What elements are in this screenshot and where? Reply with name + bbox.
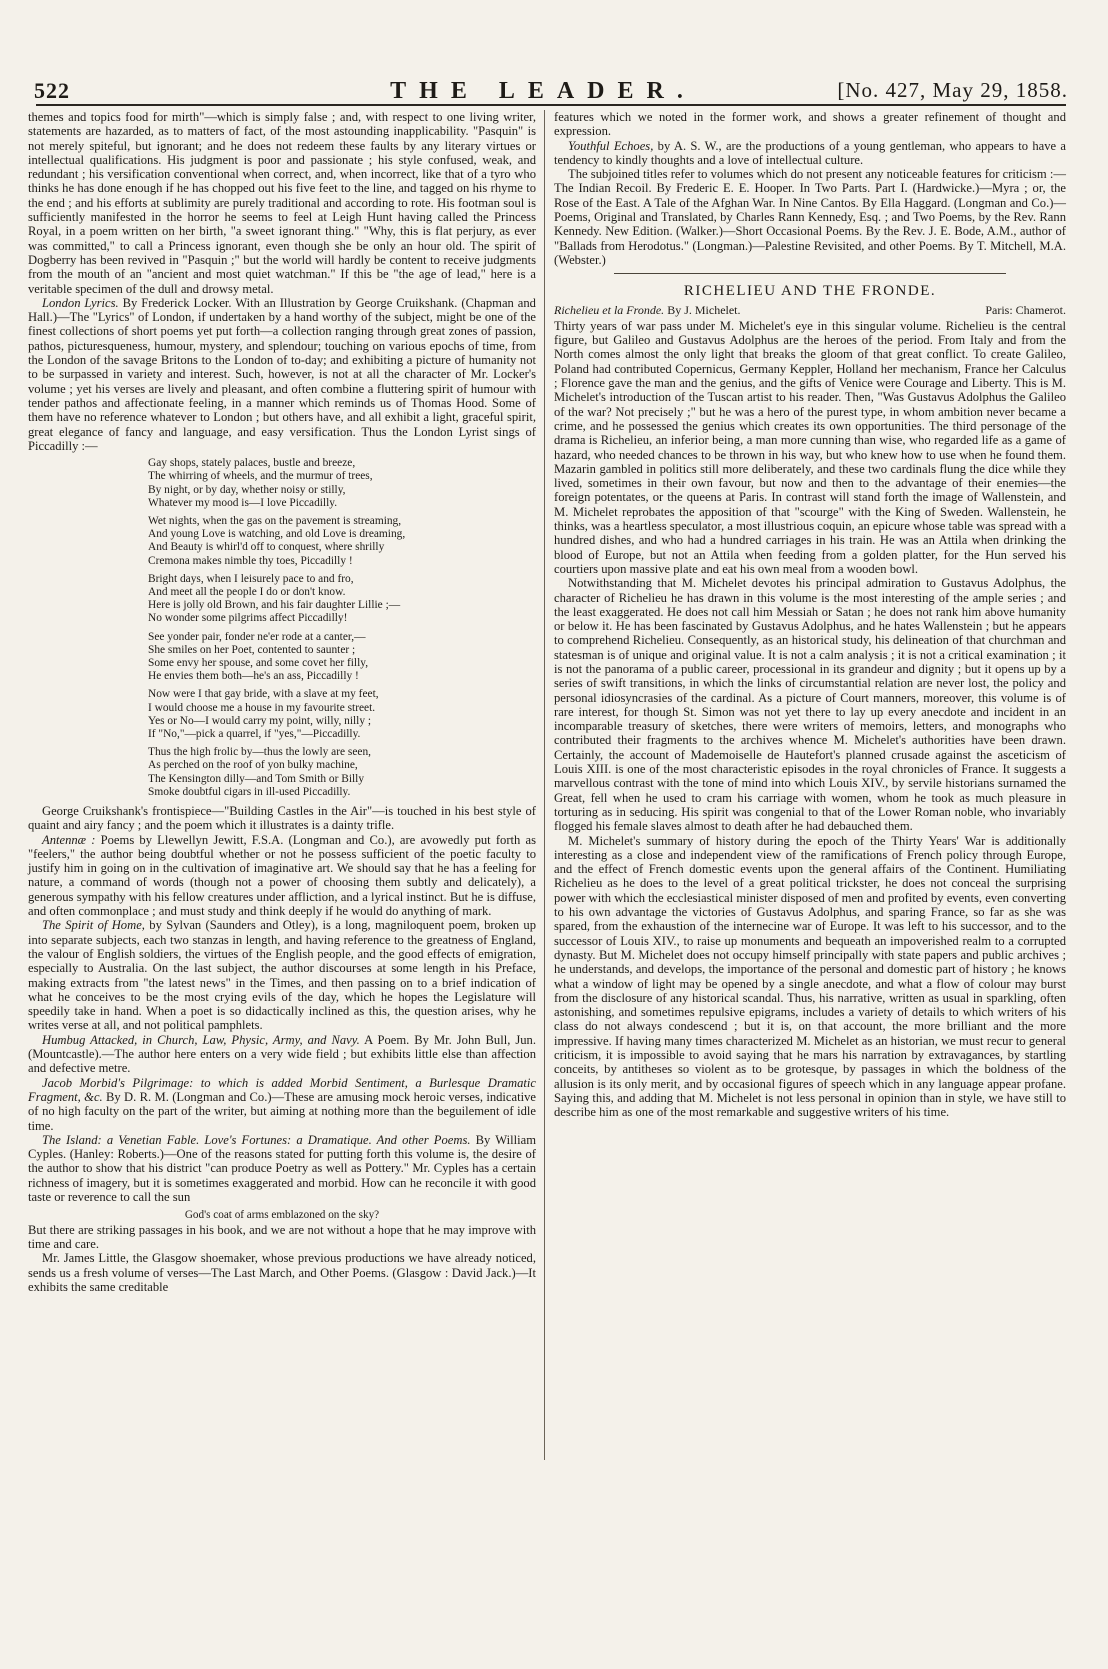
poem-line: Some envy her spouse, and some covet her filly, — [148, 656, 369, 669]
book-title: Antennæ : — [42, 832, 96, 847]
poem-line: No wonder some pilgrims affect Piccadilly! — [148, 612, 348, 625]
byline-author: By J. Michelet. — [667, 302, 741, 317]
book-title: London Lyrics. — [42, 295, 119, 310]
poem-line: See yonder pair, fonder ne'er rode at a canter,— — [148, 630, 366, 643]
poem-line: And Beauty is whirl'd off to conquest, where shrilly — [148, 541, 385, 554]
poem-stanza — [148, 631, 536, 684]
column-divider — [544, 110, 545, 1460]
paragraph: Notwithstanding that M. Michelet devotes his principal admiration to Gustavus Adolphus, the character of Richelieu he has drawn in this volume is the most interesting of the ample series ; and the least exaggerated. He does not call him Messiah or Satan ; he does not rank him above humanity or below it. He has been fascinated by Gustavus Adolphus, and he hates Wallenstein ; but he appears to comprehend Richelieu. Consequently, as an historical study, his delineation of that churchman and statesman is of unique and original value. It is not a calm analysis ; it is not a critical examination ; it is not the panorama of a public career, processional in its grandeur and dignity ; but it opens up by a series of swift transitions, in which the links of circumstantial relation are never lost, the policy and personal idiosyncrasies of the cardinal. As a picture of Court manners, moreover, this volume is of rare interest, for though St. Simon was not yet there to lay up every anecdote and incident in an incomparable treasury of sketches, there were writers of memoirs, letters, and monographs who contributed their fragments to the archives whence M. Michelet's authorities have been drawn. Certainly, the account of Mademoiselle de Hautefort's planned crusade against the asceticism of Louis XIII. is one of the most characteristic episodes in the royal chronicles of France. It suggests a marvellous contrast with the tone of mind into which Louis XIV., by servile historians surnamed the Great, fell when he used to cram his carriage with women, whom he took as much pleasure in torturing as in seducing. His spirit was congenial to that of the Lower Roman noble, who invariably flogged his female slaves almost to death after he had debauched them. — [554, 576, 1066, 834]
right-column — [554, 110, 1066, 1119]
poem-line: Bright days, when I leisurely pace to and fro, — [148, 572, 354, 585]
poem-line: He envies them both—he's an ass, Piccadilly ! — [148, 670, 359, 683]
poem-line: Wet nights, when the gas on the pavement is streaming, — [148, 514, 402, 527]
byline-book: Richelieu et la Fronde. — [554, 302, 665, 317]
left-column — [28, 110, 536, 1294]
book-title: Humbug Attacked, in Church, Law, Physic, Army, and Navy. — [42, 1032, 360, 1047]
article-heading: RICHELIEU AND THE FRONDE. — [683, 283, 937, 300]
quoted-line: God's coat of arms emblazoned on the sky? — [184, 1209, 380, 1222]
poem-line: Cremona makes nimble thy toes, Piccadilly ! — [148, 554, 353, 567]
poem-line: Yes or No—I would carry my point, willy, nilly ; — [148, 714, 372, 727]
page-number: 522 — [34, 78, 70, 103]
poem-line: Smoke doubtful cigars in ill-used Piccadilly. — [148, 785, 351, 798]
issue-date: [No. 427, May 29, 1858. — [837, 78, 1068, 102]
paragraph: London Lyrics. By Frederick Locker. With an Illustration by George Cruikshank. (Chapman and Hall.)—The "Lyrics" of London, if undertaken by a hand worthy of the subject, might be one of the finest collections of short poems yet put forth—a collection ranging through great zones of passion, pathos, picturesqueness, humour, mystery, and splendour; touching on various epochs of time, from the London of the savage Britons to the London of to-day; and exhibiting a picture of humanity not to be surpassed in variety and interest. Such, however, is not at all the character of Mr. Locker's volume ; yet his verses are lively and pleasant, and often combine a fluttering spirit of humour with tender pathos and affectionate feeling, in a manner which reminds us of Thomas Hood. Some of them have no reference whatever to London ; but others have, and all exhibit a light, graceful spirit, great elegance of fancy and language, and easy versification. Thus the London Lyrist sings of Piccadilly :— — [28, 295, 536, 453]
paragraph: George Cruikshank's frontispiece—"Building Castles in the Air"—is touched in his best style of quaint and airy fancy ; and the poem which it illustrates is a dainty trifle. — [28, 804, 536, 833]
book-title: The Island: a Venetian Fable. Love's Fortunes: a Dramatique. And other Poems. — [42, 1132, 471, 1147]
byline-publisher: Paris: Chamerot. — [985, 302, 1066, 317]
byline-book-and-author — [554, 303, 741, 317]
poem-line: By night, or by day, whether noisy or stilly, — [148, 483, 346, 496]
paragraph: But there are striking passages in his book, and we are not without a hope that he may improve with time and care. — [28, 1222, 536, 1251]
section-divider — [614, 273, 1006, 274]
newspaper-title: THE LEADER. — [390, 78, 696, 104]
paragraph: Humbug Attacked, in Church, Law, Physic, Army, and Navy. A Poem. By Mr. John Bull, Jun. (Mountcastle).—The author here enters on a very wide field ; but exhibits little else than affection and defective metre. — [28, 1032, 536, 1076]
poem-line: The Kensington dilly—and Tom Smith or Billy — [148, 772, 365, 785]
poem-line: Whatever my mood is—I love Piccadilly. — [148, 496, 338, 509]
paragraph: Antennæ : Poems by Llewellyn Jewitt, F.S.A. (Longman and Co.), are avowedly put forth as "feelers," the author being doubtful whether or not he possess sufficient of the poetic faculty to justify him in going on in the cultivation of imaginative art. We should say that he has a feeling for nature, a command of words (though not a power of choosing them subtly and delicately), a generous sympathy with his fellow creatures under affliction, and a lyrical instinct. But he is diffuse, and often commonplace ; and must study and think deeply if he would do anything of mark. — [28, 832, 536, 919]
poem-line: The whirring of wheels, and the murmur of trees, — [148, 470, 373, 483]
masthead-rule — [36, 104, 1066, 106]
paragraph: Thirty years of war pass under M. Michelet's eye in this singular volume. Richelieu is the central figure, but Galileo and Gustavus Adolphus are the heroes of the period. From Italy and from the North comes almost the only light that breaks the gloom of that great conflict. To create Galileo, Poland had contributed Copernicus, Germany Keppler, Holland her mechanism, France her Calculus ; Florence gave the man and the genius, and the gifts of Venice were Courage and Liberty. This is M. Michelet's introduction of the Tuscan artist to his reader. Then, "Was Gustavus Adolphus the Galileo of the war? Not precisely ;" but he was a hero of the purest type, in whom ambition never became a crime, and he possessed the genius which creates its own opportunities. The third personage of the drama is Richelieu, an inferior being, a man more cunning than wise, who regarded life as a game of hazard, who needed chances to be thrown in his way, but who knew how to use when he found them. Mazarin gambled in politics still more deliberately, and these two cardinals flung the dice while they lived, sometimes in their own favour, but now and then to the advantage of their enemies—the foreign potentates, or the queens at Paris. In contrast will stand forth the image of Wallenstein, and M. Michelet reprobates the apposition of that "scourge" with the King of Sweden. Wallenstein, he thinks, was a heartless speculator, a most illustrious coquin, an epicure whose table was spread with a hundred dishes, and who had a hundred carriages in his train. He was an Attila when drinking the blood of Europe, but not an Attila when feeding from a golden platter, for the Hun served his courtiers upon massive plate and eat his own meal from a wooden bowl. — [554, 318, 1066, 576]
paragraph: M. Michelet's summary of history during the epoch of the Thirty Years' War is additionally interesting as a close and independent view of the ramifications of French policy through Europe, and the effect of French domestic events upon the general affairs of the Continent. Humiliating Richelieu as he does to the level of a great political trickster, he does not conceal the surprising power with which the ecclesiastical minister disposed of men and profited by events, even converting to his own advantage the victories of Gustavus Adolphus, and sparing France, so far as she was spared, from the exhaustion of the internecine war of Europe. It was left to his successor, and to the successor of Louis XIV., to raise up monuments and bequeath an impoverished realm to a corrupted dynasty. But M. Michelet does not occupy himself principally with state papers and public archives ; he understands, and develops, the importance of the personal and domestic part of history ; he knows what a window of light may be opened by a single anecdote, and what a flow of colour may burst from the disclosure of any historical scandal. Thus, his narrative, written as usual in sparkling, often astonishing, and sometimes repulsive epigrams, includes a variety of details to which writers of his class do not always condescend ; but it is, on that account, the more brilliant and the more impressive. If having many times characterized M. Michelet as an historian, we must recur to general criticism, it is impossible to avoid saying that he mars his narration by extravagances, by startling conceits, by antitheses so violent as to be grotesque, by passages in which the boldness of the allusion is its only merit, and by occasional figures of speech which in any language appear profane. Saying this, and adding that M. Michelet is not less personal in opinion than in style, we have still to describe him as one of the most remarkable and suggestive writers of his time. — [554, 833, 1066, 1120]
paragraph: Mr. James Little, the Glasgow shoemaker, whose previous productions we have already noticed, sends us a fresh volume of verses—The Last March, and Other Poems. (Glasgow : David Jack.)—It exhibits the same creditable — [28, 1251, 536, 1294]
poem-piccadilly — [148, 457, 536, 799]
poem-line: Gay shops, stately palaces, bustle and breeze, — [148, 457, 356, 470]
poem-stanza — [148, 746, 536, 799]
poem-stanza — [148, 457, 536, 510]
book-title: The Spirit of Home, — [42, 918, 145, 933]
poem-line: Here is jolly old Brown, and his fair daughter Lillie ;— — [148, 599, 401, 612]
paragraph: The Island: a Venetian Fable. Love's Fortunes: a Dramatique. And other Poems. By William Cyples. (Hanley: Roberts.)—One of the reasons stated for putting forth this volume is, the desire of the author to show that his district "can produce Poetry as well as Pottery." Mr. Cyples has a certain richness of imagery, but it is sometimes exaggerated and morbid. How can he reconcile it with good taste or reverence to call the sun — [28, 1132, 536, 1205]
paragraph: The Spirit of Home, by Sylvan (Saunders and Otley), is a long, magniloquent poem, broken up into separate subjects, each two stanzas in length, and having reference to the greatness of England, the valour of English soldiers, the virtues of the English people, and the good effects of emigration, especially to Australia. On the last subject, the author discourses at some length in his Preface, making extracts from "the latest news" in the Times, and then passing on to a brief indication of what he conceives to be the most crying evils of the day, which he hopes the Legislature will speedily take in hand. When a poet is so didactically inclined as this, the question arises, why he writes verse at all, and not political pamphlets. — [28, 918, 536, 1033]
poem-line: If "No,"—pick a quarrel, if "yes,"—Piccadilly. — [148, 727, 361, 740]
poem-line: She smiles on her Poet, contented to saunter ; — [148, 643, 356, 656]
paragraph: Youthful Echoes, by A. S. W., are the productions of a young gentleman, who appears to have a tendency to kindly thoughts and a love of intellectual culture. — [554, 138, 1066, 167]
poem-line: I would choose me a house in my favourite street. — [148, 701, 376, 714]
poem-line: And meet all the people I do or don't know. — [148, 585, 346, 598]
book-title: Youthful Echoes, — [568, 138, 654, 153]
article-byline — [554, 303, 1066, 317]
book-title: Jacob Morbid's Pilgrimage: to which is added Morbid Sentiment, a Burlesque Dramatic Fragment, &c. — [28, 1075, 536, 1104]
paragraph: features which we noted in the former work, and shows a greater refinement of thought and expression. — [554, 110, 1066, 139]
paragraph: Jacob Morbid's Pilgrimage: to which is added Morbid Sentiment, a Burlesque Dramatic Fragment, &c. By D. R. M. (Longman and Co.)—These are amusing mock heroic verses, indicative of no high faculty on the part of the writer, but aiming at nothing more than the beguilement of idle time. — [28, 1075, 536, 1133]
poem-line: Now were I that gay bride, with a slave at my feet, — [148, 688, 379, 701]
poem-stanza — [148, 573, 536, 626]
poem-line: Thus the high frolic by—thus the lowly are seen, — [148, 746, 372, 759]
poem-stanza — [148, 515, 536, 568]
paragraph: themes and topics food for mirth"—which is simply false ; and, with respect to one living writer, statements are hazarded, as to matters of fact, of the most astounding inapplicability. "Pasquin" is not merely spiteful, but ignorant; and he does not redeem these faults by any literary virtues or intellectual qualifications. His judgment is poor and passionate ; his style confused, weak, and redundant ; his versification conventional when correct, and, when incorrect, like that of a tyro who thinks he has done enough if he has chopped out his five feet to the line, and tagged on his rhyme to the end ; and his efforts at sublimity are purely traditional and according to rote. His footman soul is sufficiently manifested in the horror he seems to feel at Leigh Hunt having called the Princess Royal, in a poem written on her birth, "a sweet ignorant thing." "Why, this is flat perjury, as ever was committed," to call a Princess ignorant, even though she be only an hour old. The spirit of Dogberry has been revived in "Pasquin ;" but the world will hardly be content to receive judgments from the mouth of an "ancient and most quiet watchman." If this be "the age of lead," here is a veritable specimen of the dull and drowsy metal. — [28, 110, 536, 296]
poem-line: As perched on the roof of yon bulky machine, — [148, 759, 358, 772]
paragraph: The subjoined titles refer to volumes which do not present any noticeable features for criticism :—The Indian Recoil. By Frederic E. E. Hooper. In Two Parts. Part I. (Hardwicke.)—Myra ; or, the Rose of the East. A Tale of the Afghan War. In Nine Cantos. By Ella Haggard. (Longman and Co.)—Poems, Original and Translated, by Charles Rann Kennedy, Esq. ; and Two Poems, by the Rev. Rann Kennedy. New Edition. (Walker.)—Short Occasional Poems. By the Rev. J. E. Bode, A.M., author of "Ballads from Herodotus." (Longman.)—Palestine Revisited, and other Poems. By T. Mitchell, M.A. (Webster.) — [554, 167, 1066, 267]
poem-line: And young Love is watching, and old Love is dreaming, — [148, 528, 406, 541]
poem-stanza — [148, 688, 536, 741]
masthead — [18, 78, 1068, 106]
